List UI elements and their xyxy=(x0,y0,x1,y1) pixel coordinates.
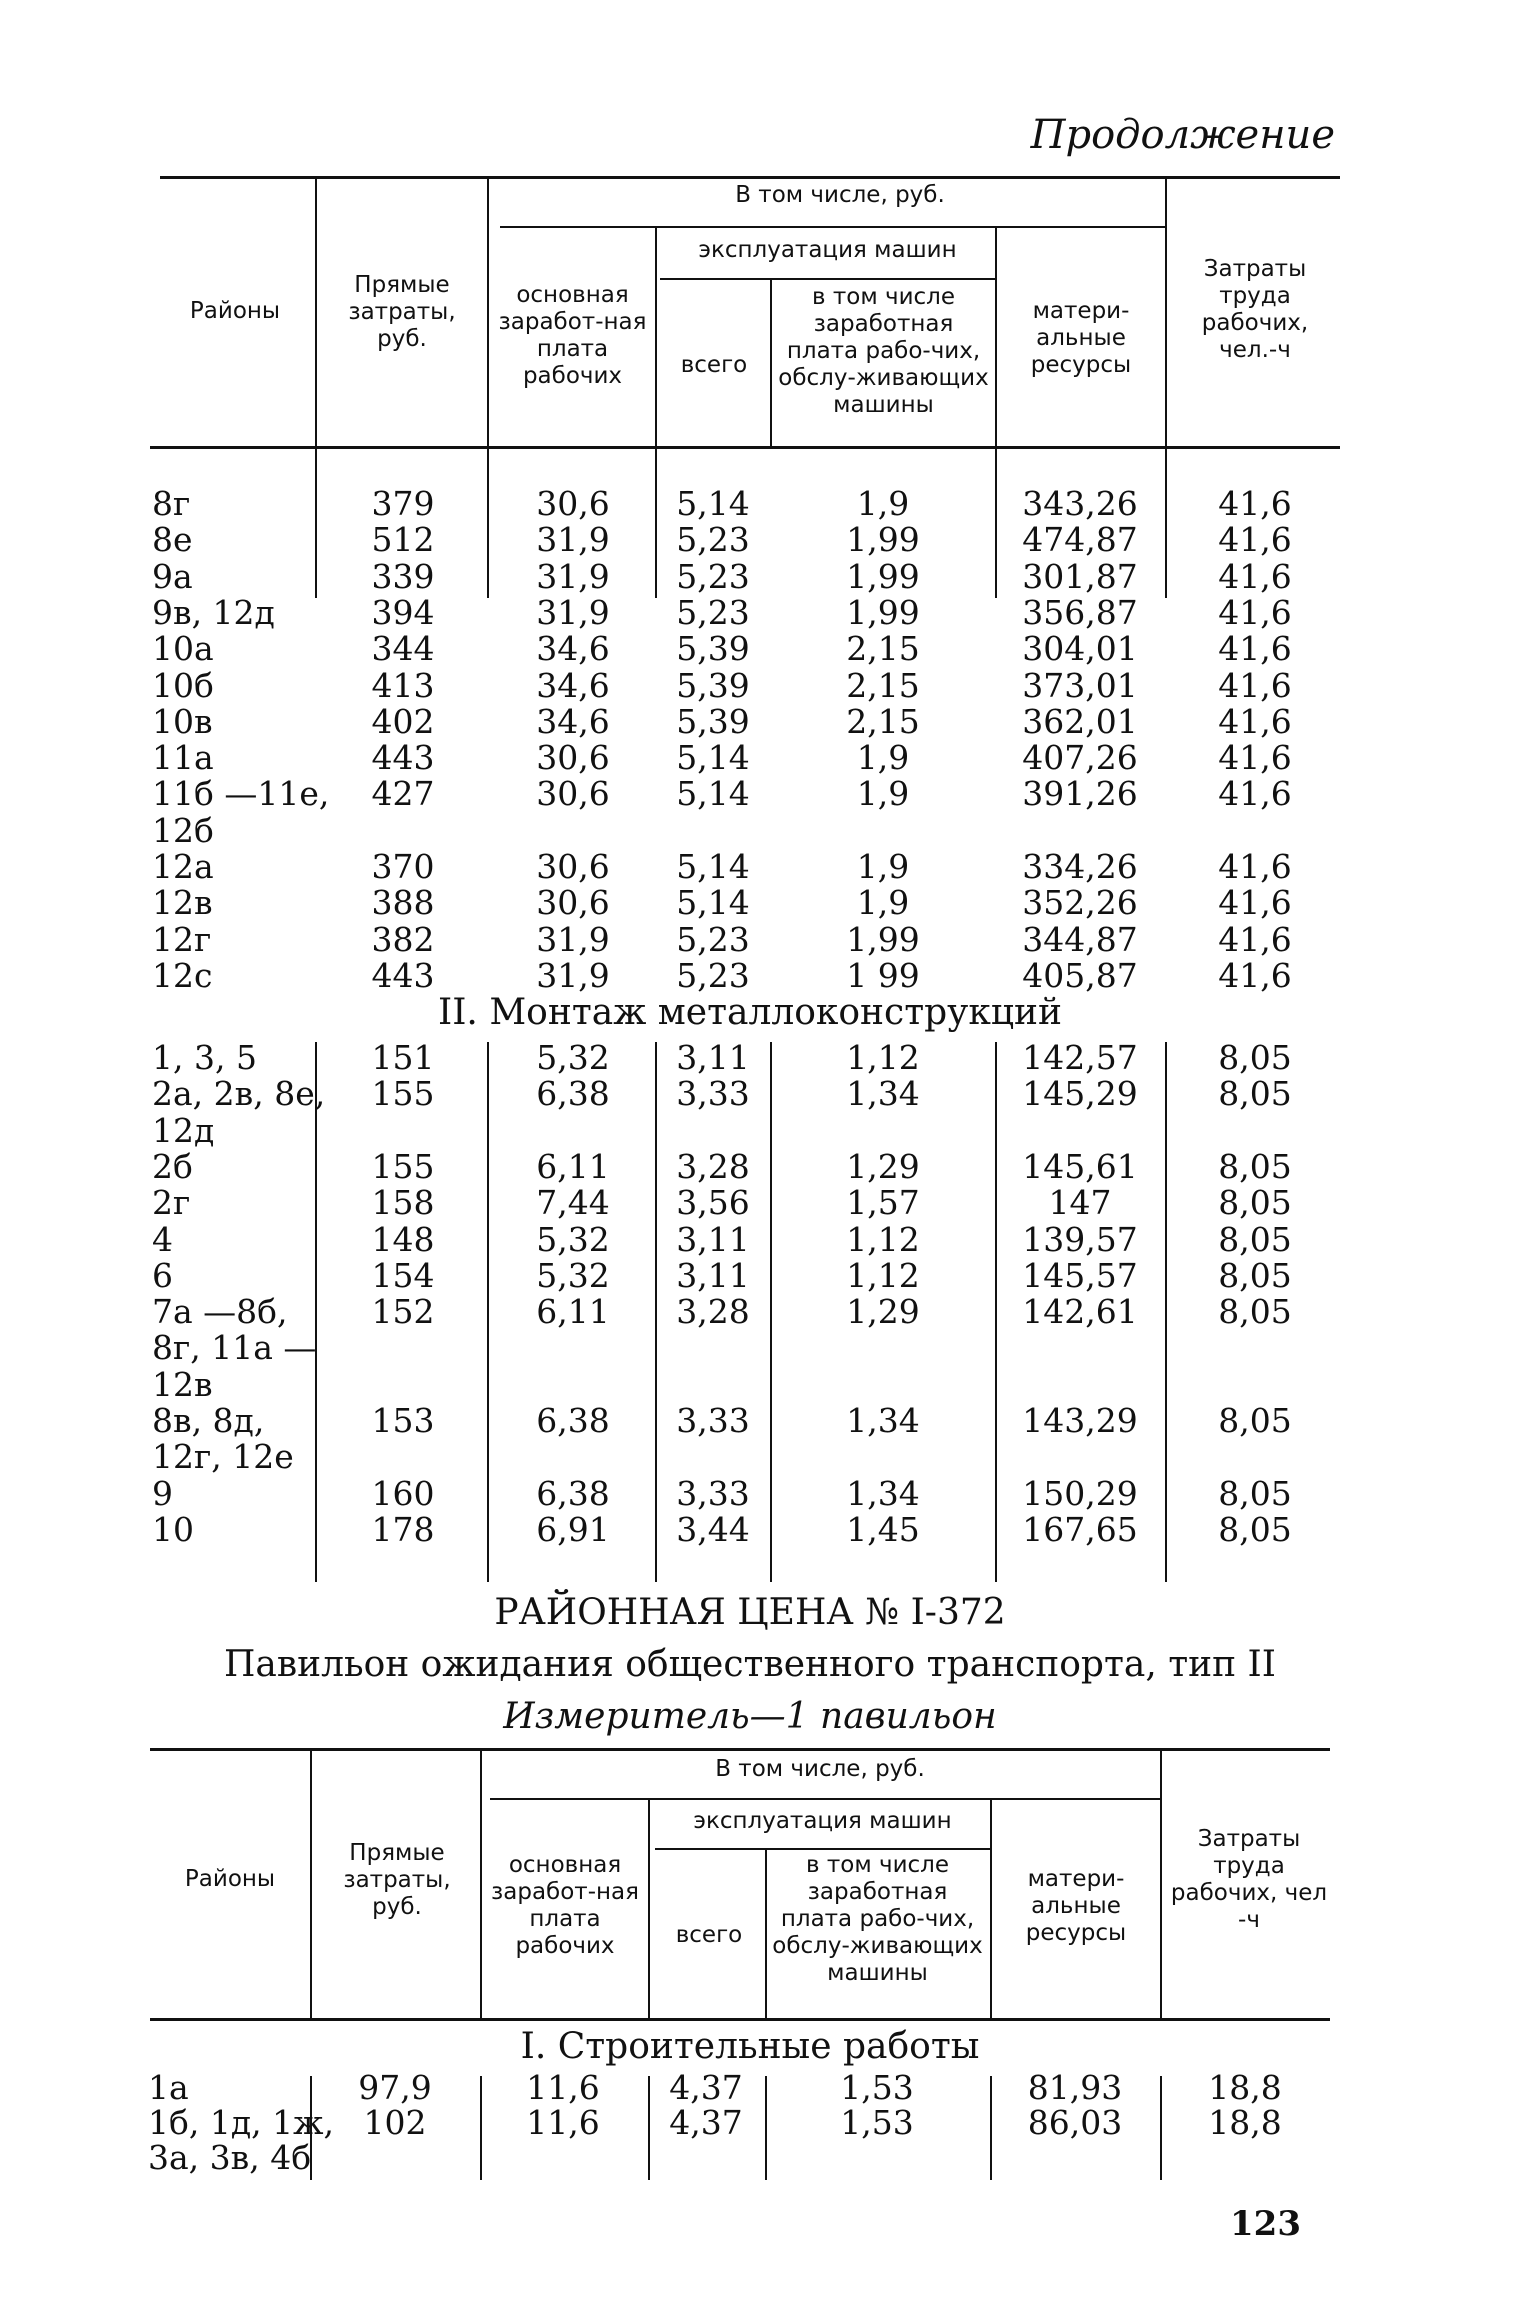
table-cell: 1,12 xyxy=(846,1219,920,1259)
table-cell: 5,23 xyxy=(676,919,750,959)
table-cell: 3,28 xyxy=(676,1146,750,1186)
t2-section-1-heading: I. Строительные работы xyxy=(520,2026,980,2067)
table-cell: 3,28 xyxy=(676,1292,750,1332)
table-cell: 7,44 xyxy=(536,1183,610,1223)
row-district: 10 xyxy=(152,1509,194,1549)
table-cell: 6,38 xyxy=(536,1473,610,1513)
table-cell: 5,32 xyxy=(536,1038,610,1077)
table-cell: 41,6 xyxy=(1218,919,1292,959)
page-number: 123 xyxy=(1230,2204,1301,2244)
table-cell: 413 xyxy=(371,665,435,705)
table-cell: 344 xyxy=(371,629,435,669)
table-cell: 152 xyxy=(371,1292,435,1332)
row-district: 10в xyxy=(152,701,213,741)
row-district: 12а xyxy=(152,847,214,886)
price-subtitle: Павильон ожидания общественного транспорта, тип II xyxy=(223,1644,1276,1685)
table-cell: 18,8 xyxy=(1208,2068,1282,2107)
t2-vline-2 xyxy=(480,1750,482,2020)
row-district: 8е xyxy=(152,520,193,560)
table-cell: 30,6 xyxy=(536,484,610,523)
table-cell: 8,05 xyxy=(1218,1219,1292,1259)
table-cell: 155 xyxy=(371,1146,435,1186)
t2-header-machines: эксплуатация машин xyxy=(693,1808,952,1834)
table-cell: 394 xyxy=(371,592,435,632)
table-cell: 30,6 xyxy=(536,883,610,923)
table-2-top-rule xyxy=(150,1748,1330,1751)
row-district: 8в, 8д, xyxy=(152,1401,265,1440)
table-cell: 41,6 xyxy=(1218,955,1292,995)
table-cell: 379 xyxy=(371,484,435,523)
table-cell: 1,9 xyxy=(856,738,910,778)
table-cell: 373,01 xyxy=(1022,665,1138,705)
row-district: 9а xyxy=(152,556,193,596)
row-district: 6 xyxy=(152,1255,173,1295)
row-district: 11а xyxy=(152,738,214,778)
table-cell: 154 xyxy=(371,1255,435,1295)
table-cell: 427 xyxy=(371,774,435,814)
row-district: 12в xyxy=(152,883,213,923)
table-cell: 5,39 xyxy=(676,629,750,669)
table-cell: 4,37 xyxy=(669,2068,743,2107)
table-cell: 1,34 xyxy=(846,1074,920,1114)
table-cell: 41,6 xyxy=(1218,556,1292,596)
table-cell: 6,38 xyxy=(536,1074,610,1114)
table-cell: 158 xyxy=(371,1183,435,1223)
table-cell: 5,32 xyxy=(536,1255,610,1295)
table-cell: 145,29 xyxy=(1022,1074,1138,1114)
table-cell: 81,93 xyxy=(1027,2068,1123,2107)
row-district: 11б —11е, xyxy=(152,774,330,814)
t1-header-total: всего xyxy=(680,352,748,378)
table-cell: 143,29 xyxy=(1022,1401,1138,1440)
row-district: 12с xyxy=(152,955,213,995)
table-cell: 5,14 xyxy=(676,738,750,778)
table-cell: 370 xyxy=(371,847,435,886)
table-cell: 1,45 xyxy=(846,1509,920,1549)
table-cell: 160 xyxy=(371,1473,435,1513)
table-cell: 5,23 xyxy=(676,592,750,632)
row-district: 10а xyxy=(152,629,214,669)
table-cell: 1,12 xyxy=(846,1038,920,1077)
t2-vline-4 xyxy=(765,1850,767,2020)
table-cell: 5,32 xyxy=(536,1219,610,1259)
price-title: РАЙОННАЯ ЦЕНА № I-372 xyxy=(494,1592,1006,1633)
table-cell: 1,9 xyxy=(856,484,910,523)
table-cell: 3,33 xyxy=(676,1074,750,1114)
table-cell: 8,05 xyxy=(1218,1183,1292,1223)
table-cell: 150,29 xyxy=(1022,1473,1138,1513)
t1-header-machines: эксплуатация машин xyxy=(698,237,957,263)
table-cell: 3,44 xyxy=(676,1509,750,1549)
price-measure: Измеритель—1 павильон xyxy=(503,1696,997,1737)
table-cell: 8,05 xyxy=(1218,1292,1292,1332)
table-cell: 1,53 xyxy=(840,2103,914,2142)
table-cell: 1,9 xyxy=(856,847,910,886)
table-cell: 142,61 xyxy=(1022,1292,1138,1332)
table-cell: 362,01 xyxy=(1022,701,1138,741)
t2-header-incl-wage: в том числе заработная плата рабо-чих, обслу-живающих машины xyxy=(772,1852,983,1986)
row-district: 2г xyxy=(152,1183,191,1223)
row-district: 9в, 12д xyxy=(152,592,275,632)
table-cell: 2,15 xyxy=(846,665,920,705)
table-cell: 31,9 xyxy=(536,919,610,959)
table-2-incl-rule xyxy=(490,1798,1160,1800)
t1-section-2-heading: II. Монтаж металлоконструкций xyxy=(437,992,1062,1033)
table-cell: 1,57 xyxy=(846,1183,920,1223)
table-cell: 5,23 xyxy=(676,556,750,596)
t1-header-incl-wage: в том числе заработная плата рабо-чих, обслу-живающих машины xyxy=(778,284,989,418)
row-district: 12д xyxy=(152,1110,215,1150)
t2-header-materials: матери-альные ресурсы xyxy=(1025,1866,1127,1946)
table-2-machines-rule xyxy=(655,1848,990,1850)
row-district: 1б, 1д, 1ж, xyxy=(148,2103,334,2142)
table-cell: 102 xyxy=(363,2103,427,2142)
table-cell: 155 xyxy=(371,1074,435,1114)
table-cell: 1,29 xyxy=(846,1292,920,1332)
table-cell: 178 xyxy=(371,1509,435,1549)
table-cell: 11,6 xyxy=(526,2068,600,2107)
table-cell: 5,39 xyxy=(676,701,750,741)
table-cell: 41,6 xyxy=(1218,592,1292,632)
table-cell: 6,38 xyxy=(536,1401,610,1440)
table-cell: 8,05 xyxy=(1218,1473,1292,1513)
table-cell: 41,6 xyxy=(1218,629,1292,669)
table-cell: 339 xyxy=(371,556,435,596)
table-cell: 151 xyxy=(371,1038,435,1077)
table-cell: 148 xyxy=(371,1219,435,1259)
table-cell: 474,87 xyxy=(1022,520,1138,560)
row-district: 12г xyxy=(152,919,212,959)
table-cell: 145,61 xyxy=(1022,1146,1138,1186)
table-cell: 5,23 xyxy=(676,955,750,995)
row-district: 1, 3, 5 xyxy=(152,1038,257,1077)
table-cell: 5,14 xyxy=(676,847,750,886)
table-cell: 3,33 xyxy=(676,1473,750,1513)
table-cell: 405,87 xyxy=(1022,955,1138,995)
table-cell: 402 xyxy=(371,701,435,741)
row-district: 9 xyxy=(152,1473,173,1513)
table-cell: 31,9 xyxy=(536,556,610,596)
table-cell: 1,99 xyxy=(846,520,920,560)
table-cell: 356,87 xyxy=(1022,592,1138,632)
t2-header-incl: В том числе, руб. xyxy=(715,1756,925,1782)
table-cell: 153 xyxy=(371,1401,435,1440)
table-cell: 30,6 xyxy=(536,774,610,814)
table-cell: 6,11 xyxy=(536,1292,610,1332)
table-cell: 5,39 xyxy=(676,665,750,705)
continuation-label: Продолжение xyxy=(1030,112,1335,158)
table-cell: 31,9 xyxy=(536,955,610,995)
table-cell: 407,26 xyxy=(1022,738,1138,778)
row-district: 12б xyxy=(152,810,214,850)
table-cell: 2,15 xyxy=(846,629,920,669)
table-cell: 391,26 xyxy=(1022,774,1138,814)
t2-header-labor: Затраты труда рабочих, чел -ч xyxy=(1170,1826,1328,1933)
table-1-top-rule xyxy=(160,176,1340,179)
table-cell: 41,6 xyxy=(1218,520,1292,560)
row-district: 12г, 12е xyxy=(152,1437,294,1477)
table-1-header-rule xyxy=(150,446,1340,449)
table-cell: 30,6 xyxy=(536,738,610,778)
table-cell: 41,6 xyxy=(1218,774,1292,814)
table-cell: 5,14 xyxy=(676,883,750,923)
table-cell: 8,05 xyxy=(1218,1509,1292,1549)
row-district: 7а —8б, xyxy=(152,1292,288,1332)
table-cell: 344,87 xyxy=(1022,919,1138,959)
row-district: 2а, 2в, 8е, xyxy=(152,1074,326,1114)
table-cell: 11,6 xyxy=(526,2103,600,2142)
table-cell: 1,53 xyxy=(840,2068,914,2107)
t2-header-direct: Прямые затраты, руб. xyxy=(343,1840,451,1920)
table-cell: 382 xyxy=(371,919,435,959)
t2-vline-1 xyxy=(310,1750,312,2020)
table-cell: 31,9 xyxy=(536,520,610,560)
table-cell: 1,34 xyxy=(846,1473,920,1513)
table-cell: 4,37 xyxy=(669,2103,743,2142)
t1-vline-4 xyxy=(770,280,772,448)
table-cell: 1,99 xyxy=(846,592,920,632)
table-cell: 3,11 xyxy=(676,1255,750,1295)
t2-vline-3 xyxy=(648,1800,650,2020)
table-cell: 142,57 xyxy=(1022,1038,1138,1077)
table-cell: 3,56 xyxy=(676,1183,750,1223)
table-cell: 301,87 xyxy=(1022,556,1138,596)
t1-header-materials: матери-альные ресурсы xyxy=(1030,298,1132,378)
table-cell: 5,14 xyxy=(676,484,750,523)
row-district: 4 xyxy=(152,1219,173,1259)
table-cell: 388 xyxy=(371,883,435,923)
t1-header-labor: Затраты труда рабочих, чел.-ч xyxy=(1201,256,1309,363)
table-cell: 167,65 xyxy=(1022,1509,1138,1549)
table-cell: 3,11 xyxy=(676,1038,750,1077)
table-cell: 31,9 xyxy=(536,592,610,632)
table-1-incl-rule xyxy=(500,226,1165,228)
table-2-header-rule xyxy=(150,2018,1330,2021)
table-cell: 8,05 xyxy=(1218,1146,1292,1186)
t1-header-district: Районы xyxy=(189,298,281,324)
table-cell: 1 99 xyxy=(846,955,920,995)
table-cell: 334,26 xyxy=(1022,847,1138,886)
table-cell: 1,29 xyxy=(846,1146,920,1186)
table-cell: 304,01 xyxy=(1022,629,1138,669)
t1-header-incl: В том числе, руб. xyxy=(735,182,945,208)
table-cell: 352,26 xyxy=(1022,883,1138,923)
table-cell: 30,6 xyxy=(536,847,610,886)
row-district: 8г, 11а — xyxy=(152,1328,317,1368)
t2-vline-6 xyxy=(1160,1750,1162,2020)
table-cell: 443 xyxy=(371,738,435,778)
table-cell: 1,34 xyxy=(846,1401,920,1440)
table-cell: 3,11 xyxy=(676,1219,750,1259)
table-cell: 34,6 xyxy=(536,701,610,741)
table-cell: 1,99 xyxy=(846,919,920,959)
table-cell: 147 xyxy=(1048,1183,1112,1223)
table-cell: 41,6 xyxy=(1218,847,1292,886)
row-district: 2б xyxy=(152,1146,193,1186)
table-cell: 145,57 xyxy=(1022,1255,1138,1295)
table-cell: 512 xyxy=(371,520,435,560)
t1-header-direct: Прямые затраты, руб. xyxy=(348,272,456,352)
table-cell: 34,6 xyxy=(536,665,610,705)
table-cell: 343,26 xyxy=(1022,484,1138,523)
table-cell: 18,8 xyxy=(1208,2103,1282,2142)
row-district: 1а xyxy=(148,2068,189,2107)
table-cell: 6,91 xyxy=(536,1509,610,1549)
table-cell: 8,05 xyxy=(1218,1074,1292,1114)
t2-header-total: всего xyxy=(675,1922,743,1948)
t2-header-district: Районы xyxy=(184,1866,276,1892)
row-district: 8г xyxy=(152,484,191,523)
row-district: 3а, 3в, 4б xyxy=(148,2138,312,2177)
table-cell: 41,6 xyxy=(1218,701,1292,741)
table-cell: 6,11 xyxy=(536,1146,610,1186)
row-district: 10б xyxy=(152,665,214,705)
table-cell: 2,15 xyxy=(846,701,920,741)
table-cell: 41,6 xyxy=(1218,484,1292,523)
row-district: 12в xyxy=(152,1364,213,1404)
table-cell: 86,03 xyxy=(1027,2103,1123,2142)
table-cell: 1,9 xyxy=(856,883,910,923)
table-1-machines-rule xyxy=(660,278,995,280)
t2-vline-5 xyxy=(990,1800,992,2020)
table-cell: 8,05 xyxy=(1218,1401,1292,1440)
table-cell: 34,6 xyxy=(536,629,610,669)
table-cell: 41,6 xyxy=(1218,665,1292,705)
table-cell: 5,14 xyxy=(676,774,750,814)
table-cell: 8,05 xyxy=(1218,1255,1292,1295)
table-cell: 1,12 xyxy=(846,1255,920,1295)
table-cell: 41,6 xyxy=(1218,883,1292,923)
table-cell: 1,9 xyxy=(856,774,910,814)
t2-header-wage: основная заработ-ная плата рабочих xyxy=(491,1852,639,1959)
table-cell: 139,57 xyxy=(1022,1219,1138,1259)
table-cell: 3,33 xyxy=(676,1401,750,1440)
table-cell: 1,99 xyxy=(846,556,920,596)
table-cell: 443 xyxy=(371,955,435,995)
table-cell: 5,23 xyxy=(676,520,750,560)
t1-header-wage: основная заработ-ная плата рабочих xyxy=(498,282,647,389)
table-cell: 41,6 xyxy=(1218,738,1292,778)
table-cell: 97,9 xyxy=(358,2068,432,2107)
table-cell: 8,05 xyxy=(1218,1038,1292,1077)
